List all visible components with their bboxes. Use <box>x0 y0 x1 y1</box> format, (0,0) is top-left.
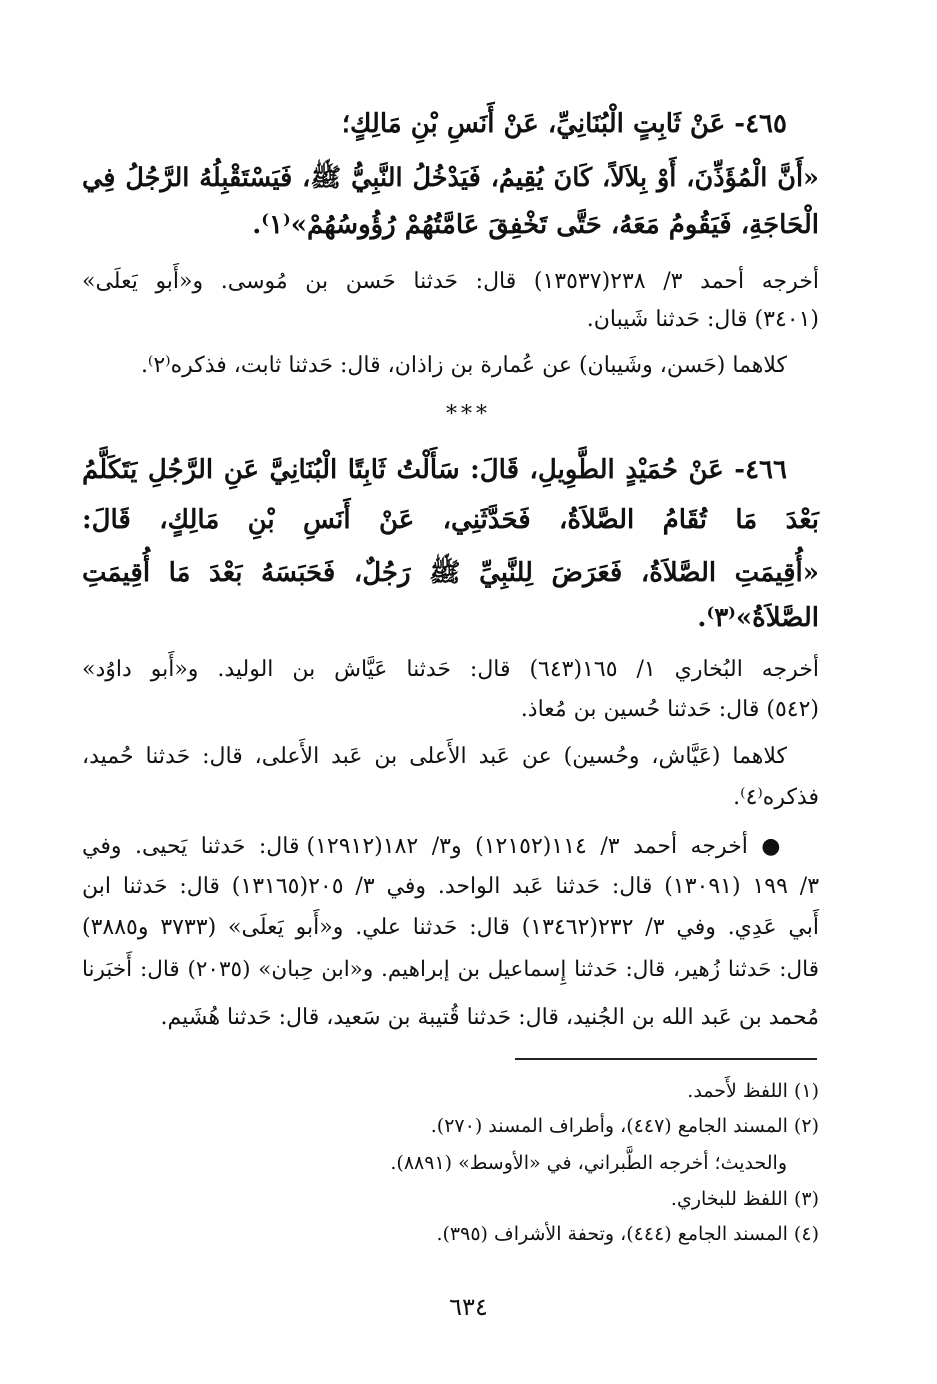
footnote: (١) اللفظ لأَحمد. <box>687 1080 819 1102</box>
hadith-466-text-line: الصَّلاَةُ»⁽٣⁾. <box>697 603 819 633</box>
source-line: أَبي عَدِي. وفي ٣/ ٢٣٢(١٣٤٦٢) قال: حَدثنا علي. و«أَبو يَعلَى» (٣٧٣٣ و٣٨٨٥) <box>82 915 819 940</box>
hadith-465-text-line: «أَنَّ الْمُؤَذِّنَ، أَوْ بِلاَلاً، كَانَ يُقِيمُ، فَيَدْخُلُ النَّبِيُّ ﷺ، فَيَسْتَقْبِلُهُ الرَّجُلُ فِي <box>82 163 819 193</box>
footnote: (٤) المسند الجامع (٤٤٤)، وتحفة الأشراف (٣٩٥). <box>436 1223 819 1245</box>
hadith-465-heading: ٤٦٥- عَنْ ثَابِتٍ الْبُنَانِيِّ، عَنْ أَنَسِ بْنِ مَالِكٍ؛ <box>341 109 787 139</box>
source-line: أخرجه أحمد ٣/ ٢٣٨(١٣٥٣٧) قال: حَدثنا حَسن بن مُوسى. و«أَبو يَعلَى» <box>82 269 819 294</box>
footnote: والحديث؛ أخرجه الطَّبراني، في «الأوسط» (٨٨٩١). <box>390 1152 787 1174</box>
hadith-466-text-line: بَعْدَ مَا تُقَامُ الصَّلاَةُ، فَحَدَّثَنِي، عَنْ أَنَسِ بْنِ مَالِكٍ، قَالَ: <box>82 505 819 535</box>
source-line: مُحمد بن عَبد الله بن الجُنيد، قال: حَدثنا قُتيبة بن سَعيد، قال: حَدثنا هُشَيم. <box>160 1005 819 1030</box>
page-number: ٦٣٤ <box>449 1293 488 1321</box>
source-line: ● أخرجه أحمد ٣/ ١١٤(١٢١٥٢) و٣/ ١٨٢(١٢٩١٢) قال: حَدثنا يَحيى. وفي <box>82 834 788 859</box>
source-line: كلاهما (حَسن، وشَيبان) عن عُمارة بن زاذان، قال: حَدثنا ثابت، فذكره⁽٢⁾. <box>140 353 787 378</box>
section-separator: *** <box>446 402 491 427</box>
source-line: فذكره⁽٤⁾. <box>733 785 819 810</box>
hadith-465-text-line: الْحَاجَةِ، فَيَقُومُ مَعَهُ، حَتَّى تَخْفِقَ عَامَّتُهُمْ رُؤُوسُهُمْ»⁽١⁾. <box>252 210 819 240</box>
footnote: (٢) المسند الجامع (٤٤٧)، وأطراف المسند (٢٧٠). <box>430 1115 819 1137</box>
footnote: (٣) اللفظ للبخاري. <box>670 1188 819 1210</box>
source-line: أخرجه البُخاري ١/ ١٦٥(٦٤٣) قال: حَدثنا عَيَّاش بن الوليد. و«أَبو داوُد» <box>82 657 820 682</box>
source-line: ٣/ ١٩٩ (١٣٠٩١) قال: حَدثنا عَبد الواحد. وفي ٣/ ٢٠٥(١٣١٦٥) قال: حَدثنا ابن <box>82 874 820 899</box>
footnote-divider <box>515 1058 817 1060</box>
hadith-466-text-line: «أُقِيمَتِ الصَّلاَةُ، فَعَرَضَ لِلنَّبِيِّ ﷺ رَجُلٌ، فَحَبَسَهُ بَعْدَ مَا أُقِيمَتِ <box>82 558 819 588</box>
source-line: (٣٤٠١) قال: حَدثنا شَيبان. <box>586 307 819 332</box>
source-line: قال: حَدثنا زُهير، قال: حَدثنا إِسماعيل بن إبراهيم. و«ابن حِبان» (٢٠٣٥) قال: أَخبَرنا <box>82 957 819 982</box>
source-line: كلاهما (عَيَّاش، وحُسين) عن عَبد الأَعلى بن عَبد الأَعلى، قال: حَدثنا حُميد، <box>82 744 787 769</box>
hadith-466-heading: ٤٦٦- عَنْ حُمَيْدٍ الطَّوِيلِ، قَالَ: سَأَلْتُ ثَابِتًا الْبُنَانِيَّ عَنِ الرَّجُلِ يَتَكَلَّمُ <box>82 455 787 485</box>
source-line: (٥٤٢) قال: حَدثنا حُسين بن مُعاذ. <box>520 697 819 722</box>
